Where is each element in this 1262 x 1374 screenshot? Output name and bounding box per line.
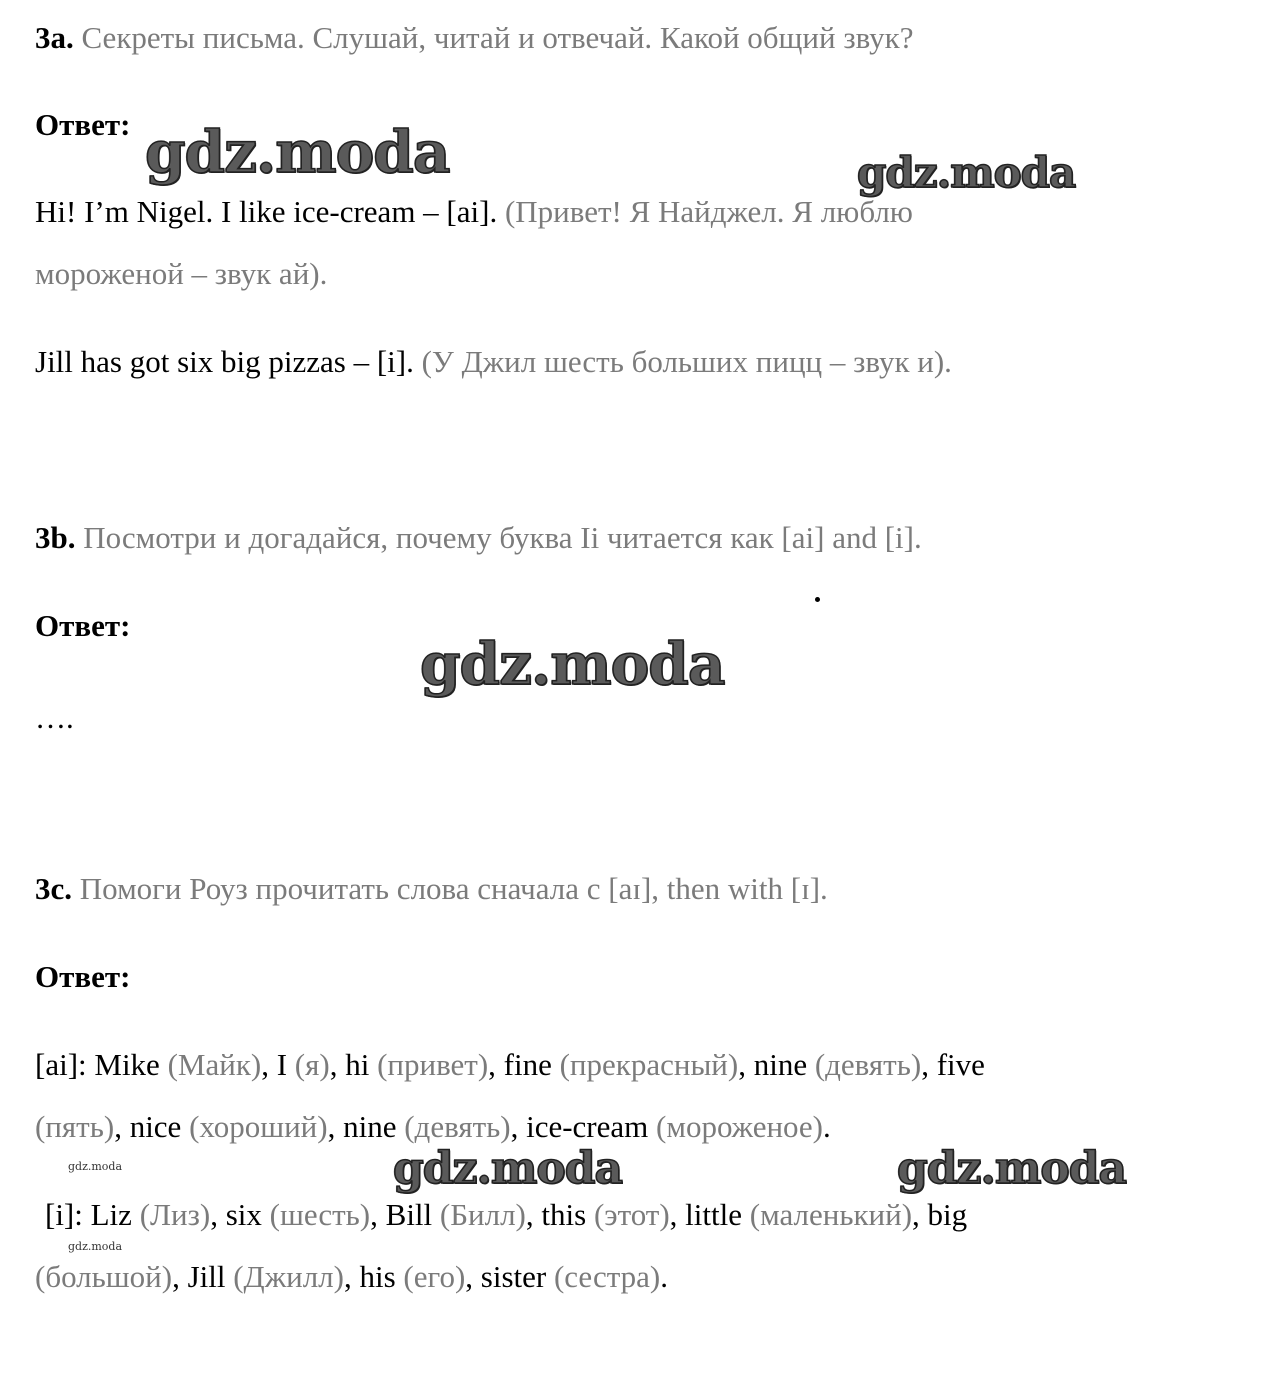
translation-text: (Майк)	[167, 1047, 262, 1082]
english-word-text: , nice	[114, 1109, 190, 1144]
english-word-text: [ai]: Mike	[35, 1047, 168, 1082]
answer-label-3c: Ответ:	[35, 959, 131, 994]
english-word-text: , this	[525, 1197, 594, 1232]
english-word-text: , big	[912, 1197, 968, 1232]
watermark-small: gdz.moda	[68, 1240, 123, 1253]
task-3b-text: Посмотри и догадайся, почему буква Ii читается как [ai] and [i].	[75, 520, 922, 555]
watermark-logo: gdz.moda	[393, 1143, 623, 1194]
answer-label-3b: Ответ:	[35, 608, 131, 643]
task-3a	[35, 18, 914, 58]
task-3c	[35, 869, 828, 909]
translation-text: (маленький)	[749, 1197, 913, 1232]
task-3a-number: 3a.	[35, 20, 74, 55]
answer-3c-ai-line-1	[35, 1045, 985, 1085]
stray-dot	[815, 597, 820, 602]
translation-text: (Билл)	[439, 1197, 526, 1232]
watermark-logo: gdz.moda	[857, 148, 1076, 197]
english-word-text: , hi	[329, 1047, 378, 1082]
answer-3a-line-2: мороженой – звук ай).	[35, 256, 328, 291]
translation-text: (прекрасный)	[559, 1047, 739, 1082]
task-3c-text: Помоги Роуз прочитать слова сначала с [aɪ], then with [ɪ].	[72, 871, 828, 906]
translation-text: (Лиз)	[139, 1197, 211, 1232]
watermark-logo: gdz.moda	[145, 118, 450, 186]
task-3a-text: Секреты письма. Слушай, читай и отвечай. Какой общий звук?	[73, 20, 914, 55]
task-3b-number: 3b.	[35, 520, 76, 555]
answer-3b-ellipsis: ….	[35, 700, 74, 735]
watermark-logo: gdz.moda	[897, 1143, 1127, 1194]
translation-text: (девять)	[404, 1109, 511, 1144]
english-word-text: , little	[669, 1197, 750, 1232]
translation-text: (большой)	[35, 1259, 173, 1294]
answer-3c-ai-line-2	[35, 1107, 831, 1147]
translation-text: (этот)	[593, 1197, 670, 1232]
translation-text: (Джилл)	[233, 1259, 344, 1294]
answer-3a-ru-1: (Привет! Я Найджел. Я люблю	[504, 194, 913, 229]
task-3c-number: 3c.	[35, 871, 73, 906]
task-3b	[35, 518, 922, 558]
english-word-text: , Jill	[172, 1259, 234, 1294]
english-word-text: , fine	[488, 1047, 560, 1082]
english-word-text: , nine	[738, 1047, 815, 1082]
answer-3a-line-1	[35, 192, 913, 232]
english-word-text: [i]: Liz	[45, 1197, 140, 1232]
english-word-text: , nine	[327, 1109, 405, 1144]
english-word-text: , I	[261, 1047, 295, 1082]
english-word-text: , sister	[465, 1259, 554, 1294]
answer-3a-en-3: Jill has got six big pizzas – [i].	[35, 344, 422, 379]
english-word-text: , Bill	[370, 1197, 440, 1232]
english-word-text: , five	[921, 1047, 985, 1082]
translation-text: (девять)	[814, 1047, 922, 1082]
english-word-text: .	[660, 1259, 668, 1294]
english-word-text: , ice-cream	[510, 1109, 657, 1144]
watermark-small: gdz.moda	[68, 1160, 123, 1173]
answer-3a-ru-3: (У Джил шесть больших пицц – звук и).	[421, 344, 952, 379]
answer-3c-i-line-1	[45, 1195, 967, 1235]
english-word-text: , six	[210, 1197, 270, 1232]
answer-label-3a: Ответ:	[35, 107, 131, 142]
translation-text: (шесть)	[269, 1197, 371, 1232]
translation-text: (пять)	[35, 1109, 115, 1144]
english-word-text: , his	[343, 1259, 404, 1294]
translation-text: (привет)	[377, 1047, 489, 1082]
translation-text: (сестра)	[553, 1259, 661, 1294]
answer-3a-line-3	[35, 342, 952, 382]
english-word-text: .	[823, 1109, 831, 1144]
translation-text: (мороженое)	[656, 1109, 824, 1144]
answer-3a-en-1: Hi! I’m Nigel. I like ice-cream – [ai].	[35, 194, 505, 229]
watermark-logo: gdz.moda	[420, 630, 725, 698]
translation-text: (я)	[294, 1047, 330, 1082]
translation-text: (его)	[403, 1259, 466, 1294]
answer-3c-i-line-2	[35, 1257, 668, 1297]
translation-text: (хороший)	[189, 1109, 328, 1144]
